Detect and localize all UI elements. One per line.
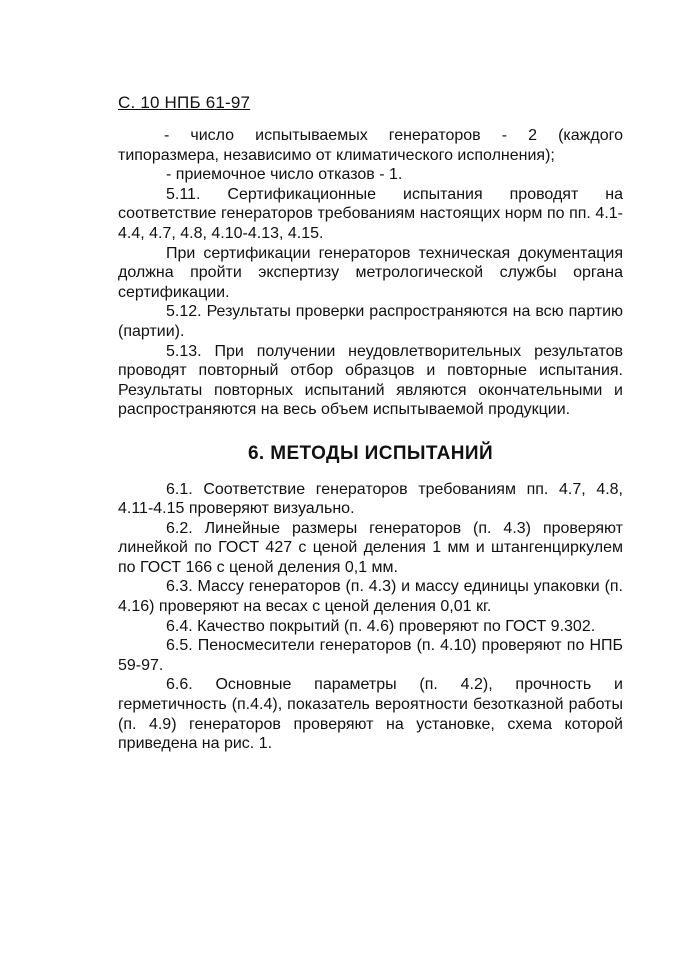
paragraph-5-13: 5.13. При получении неудовлетворительных результатов проводят повторный отбор образцов и повторные испытания. Результаты повторных испытаний являются окончательными и распространяются на весь объем испытываемой продукции. <box>118 342 623 419</box>
paragraph-test-quantity: - число испытываемых генераторов - 2 (каждого типоразмера, независимо от климатического исполнения); <box>118 127 623 164</box>
paragraph-5-11: 5.11. Сертификационные испытания проводят на соответствие генераторов требованиям настоящих норм по пп. 4.1-4.4, 4.7, 4.8, 4.10-4.13, 4.15. <box>118 185 623 242</box>
paragraph-6-3: 6.3. Массу генераторов (п. 4.3) и массу единицы упаковки (п. 4.16) проверяют на весах с ценой деления 0,01 кг. <box>118 578 623 616</box>
paragraph-6-4: 6.4. Качество покрытий (п. 4.6) проверяют по ГОСТ 9.302. <box>166 617 596 635</box>
paragraph-6-6: 6.6. Основные параметры (п. 4.2), прочность и герметичность (п.4.4), показатель вероятности безотказной работы (п. 4.9) генераторов проверяют на установке, схема которой приведена на рис. 1. <box>118 676 623 753</box>
document-body <box>118 126 623 754</box>
section-title: 6. МЕТОДЫ ИСПЫТАНИЙ <box>247 442 494 464</box>
paragraph-6-1: 6.1. Соответствие генераторов требованиям пп. 4.7, 4.8, 4.11-4.15 проверяют визуально. <box>118 480 623 518</box>
paragraph-certification-docs: При сертификации генераторов техническая документация должна пройти экспертизу метрологической службы органа сертификации. <box>118 244 623 301</box>
paragraph-6-2: 6.2. Линейные размеры генераторов (п. 4.3) проверяют линейкой по ГОСТ 427 с ценой деления 1 мм и штангенциркулем по ГОСТ 166 с ценой деления 0,1 мм. <box>118 519 623 576</box>
paragraph-6-5: 6.5. Пеносмесители генераторов (п. 4.10) проверяют по НПБ 59-97. <box>118 637 623 674</box>
paragraph-5-12: 5.12. Результаты проверки распространяются на всю партию (партии). <box>118 303 623 340</box>
paragraph-acceptance-number: - приемочное число отказов - 1. <box>166 166 403 184</box>
page-header: С. 10 НПБ 61-97 <box>118 93 251 112</box>
